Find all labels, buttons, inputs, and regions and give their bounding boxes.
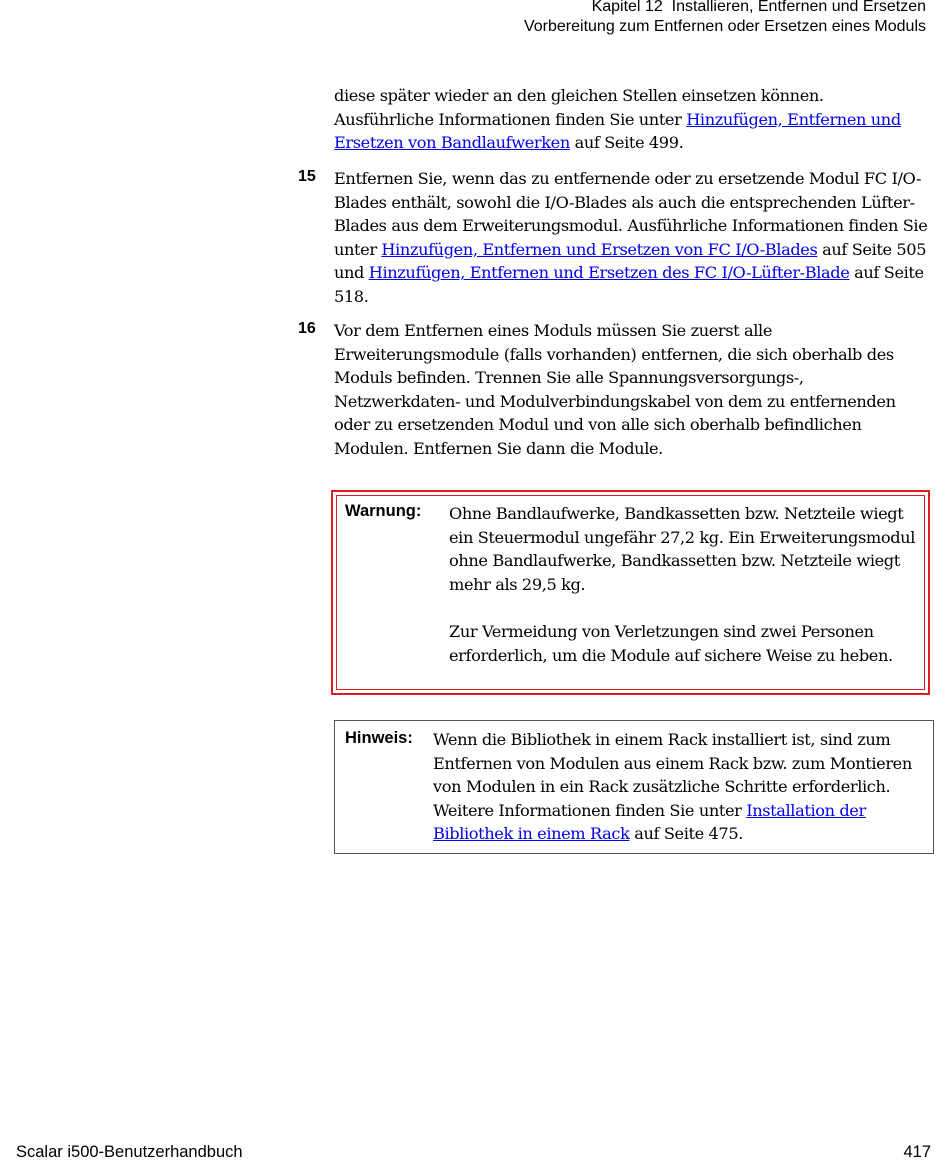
section-title: Vorbereitung zum Entfernen oder Ersetzen eines Moduls xyxy=(523,18,926,35)
footer-title: Scalar i500-Benutzerhandbuch xyxy=(16,1143,243,1161)
step-text xyxy=(334,167,934,309)
step-number: 16 xyxy=(298,320,316,337)
note-box xyxy=(334,720,934,854)
note-page-ref: auf Seite 475. xyxy=(629,824,743,844)
step16-text: Vor dem Entfernen eines Moduls müssen Sie zuerst alle Erweiterungsmodule (falls vorhanden) entfernen, die sich oberhalb des Moduls befinden. Trennen Sie alle Spannungsversorgungs-, Netzwerkdaten- und Modulverbindungskabel von dem zu entfernenden oder zu ersetzenden Modul und von alle sich oberhalb befindlichen Modulen. Entfernen Sie dann die Module. xyxy=(334,321,896,458)
warning-paragraph-2: Zur Vermeidung von Verletzungen sind zwei Personen erforderlich, um die Module auf sichere Weise zu heben. xyxy=(449,622,893,665)
intro-paragraph xyxy=(334,84,934,155)
link-rack-installation[interactable]: Installation der Bibliothek in einem Rack xyxy=(433,800,866,844)
chapter-title: Kapitel 12 Installieren, Entfernen und Ersetzen xyxy=(591,0,926,15)
link-bandlaufwerke[interactable]: Hinzufügen, Entfernen und Ersetzen von Bandlaufwerken xyxy=(334,109,901,153)
page-number: 417 xyxy=(903,1143,931,1161)
intro-line1: diese später wieder an den gleichen Stellen einsetzen können. xyxy=(334,86,824,105)
step-number: 15 xyxy=(298,168,316,185)
warning-paragraph-1: Ohne Bandlaufwerke, Bandkassetten bzw. Netzteile wiegt ein Steuermodul ungefähr 27,2 kg. Ein Erweiterungsmodul ohne Bandlaufwerke, Bandkassetten bzw. Netzteile wiegt mehr als 29,5 kg. xyxy=(449,504,915,594)
intro-text: Ausführliche Informationen finden Sie unter xyxy=(334,109,687,129)
step15-middle: auf Seite 505 und xyxy=(334,239,927,283)
step15-end: auf Seite 518. xyxy=(334,263,924,306)
link-fc-io-fan-blade[interactable]: Hinzufügen, Entfernen und Ersetzen des FC I/O-Lüfter-Blade xyxy=(368,263,850,283)
note-label: Hinweis: xyxy=(345,729,413,747)
step15-text: Entfernen Sie, wenn das zu entfernende oder zu ersetzende Modul FC I/O-Blades enthält, sowohl die I/O-Blades als auch die entsprechenden Lüfter-Blades aus dem Erweiterungsmodul. Ausführliche Informationen finden Sie unter xyxy=(334,169,928,259)
warning-text xyxy=(449,502,919,668)
warning-box xyxy=(331,490,930,695)
page-header xyxy=(524,0,926,37)
note-text xyxy=(433,728,927,846)
note-body: Wenn die Bibliothek in einem Rack installiert ist, sind zum Entfernen von Modulen aus einem Rack bzw. zum Montieren von Modulen in ein Rack zusätzliche Schritte erforderlich. Weitere Informationen finden Sie unter xyxy=(433,730,912,820)
warning-label: Warnung: xyxy=(345,502,422,520)
link-fc-io-blades[interactable]: Hinzufügen, Entfernen und Ersetzen von FC I/O-Blades xyxy=(381,239,818,259)
intro-page-ref: auf Seite 499. xyxy=(569,133,684,153)
